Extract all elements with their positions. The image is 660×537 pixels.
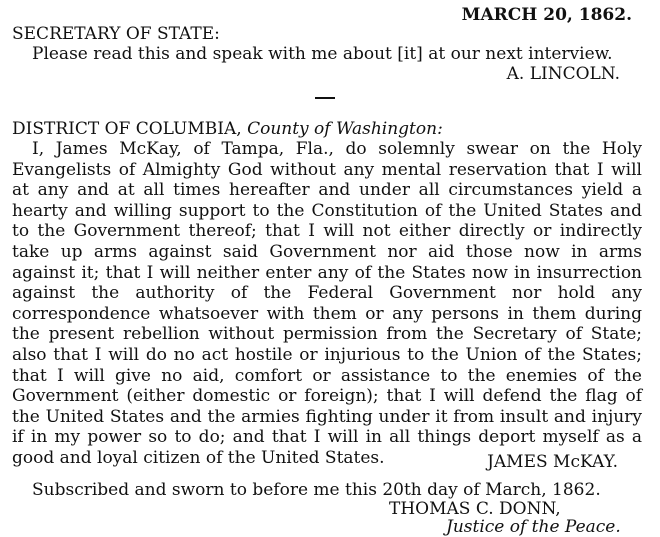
official-title: Justice of the Peace. xyxy=(446,517,621,537)
subscribed-statement: Subscribed and sworn to before me this 20th day of March, 1862. xyxy=(32,480,601,500)
letter-message: Please read this and speak with me about [it] at our next interview. xyxy=(32,44,613,64)
oath-heading-place: DISTRICT OF COLUMBIA, xyxy=(12,119,242,139)
section-divider xyxy=(315,97,335,99)
oath-heading-county: County of Washington: xyxy=(247,119,443,139)
letter-date: MARCH 20, 1862. xyxy=(461,5,632,25)
oath-body: I, James McKay, of Tampa, Fla., do solemnly swear on the Holy Evangelists of Almighty God without any mental reservation that I will at any and at all times hereafter and under all circumstances yield a hearty and willing support to the Constitution of the United States and to the Government thereof; that I will not either directly or indirectly take up arms against said Government nor aid those now in arms against it; that I will neither enter any of the States now in insurrection against the authority of the Federal Government nor hold any correspondence whatsoever with them or any persons in them during the present rebellion without permission from the Secretary of State; also that I will do no act hostile or injurious to the Union of the States; that I will give no aid, comfort or assistance to the enemies of the Government (either domestic or foreign); that I will defend the flag of the United States and the armies fighting under it from insult and injury if in my power so to do; and that I will in all things deport myself as a good and loyal citizen of the United States. xyxy=(12,139,642,468)
oath-heading xyxy=(12,119,443,139)
letter-addressee: SECRETARY OF STATE: xyxy=(12,24,220,44)
oath-signature: JAMES McKAY. xyxy=(487,452,618,472)
letter-signature: A. LINCOLN. xyxy=(506,64,620,84)
official-name: THOMAS C. DONN, xyxy=(389,499,561,519)
